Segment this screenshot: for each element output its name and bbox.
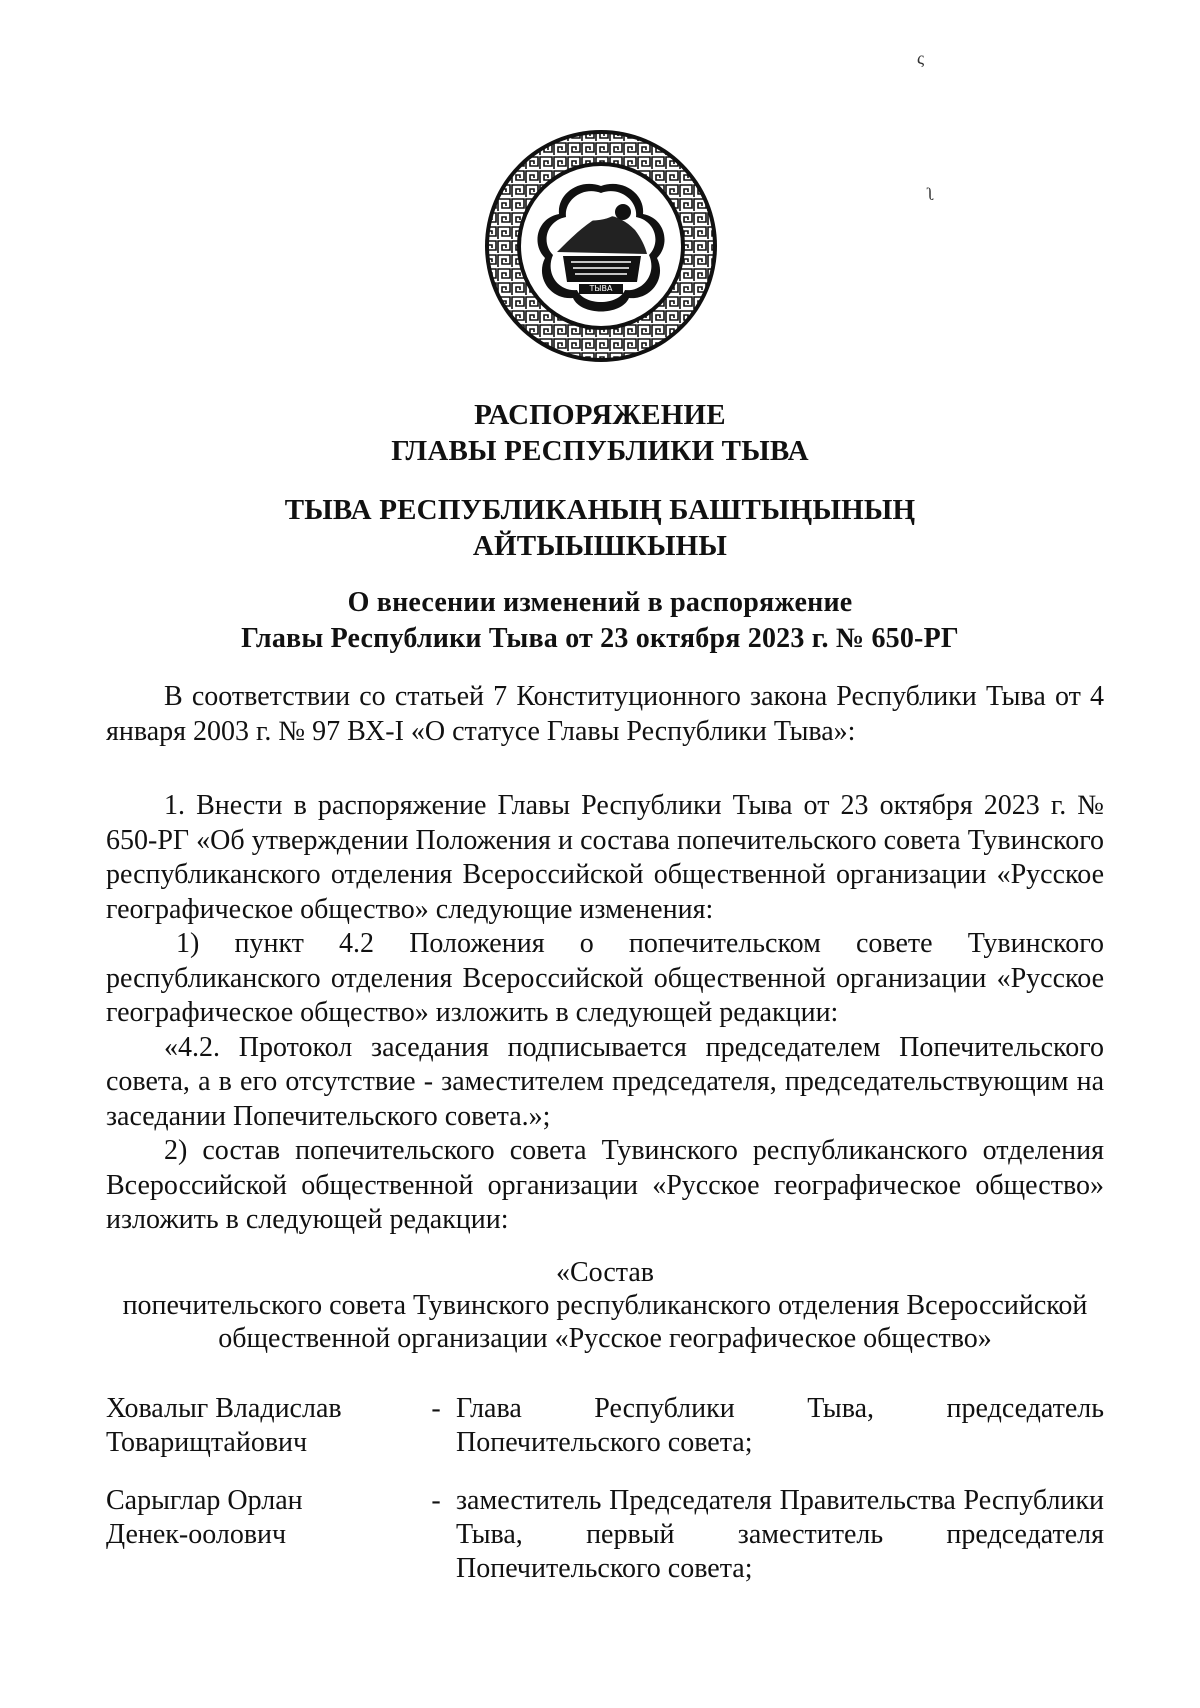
member-dash: - (431, 1485, 441, 1516)
item-1-1-quote: «4.2. Протокол заседания подписывается председателем Попечительского совета, а в его отсутствие - заместителем председателя, председательствующим на заседании Попечительского совета.»; (106, 1031, 1104, 1132)
title-line-2: ГЛАВЫ РЕСПУБЛИКИ ТЫВА (391, 435, 809, 467)
decree-items (106, 789, 1104, 1238)
item-1-1: 1) пункт 4.2 Положения о попечительском совете Тувинского республиканского отделения Всероссийской общественной организации «Русское географическое общество» изложить в следующей редакции: (106, 928, 1104, 1028)
composition-heading (106, 1256, 1104, 1355)
member-name-line-2: Товарищтайович (106, 1427, 308, 1458)
scan-artifact: ς (917, 48, 925, 68)
member-role: заместитель Председателя Правительства Республики Тыва, первый заместитель председателя Попечительского совета; (456, 1485, 1104, 1584)
member-name-line-2: Денек-оолович (106, 1519, 287, 1550)
member-name (106, 1392, 416, 1460)
document-type-heading (100, 397, 1100, 469)
item-1: 1. Внести в распоряжение Главы Республики Тыва от 23 октября 2023 г. № 650-РГ «Об утверждении Положения и состава попечительского совета Тувинского республиканского отделения Всероссийской общественной организации «Русское географическое общество» следующие изменения: (106, 790, 1104, 925)
composition-line-3: общественной организации «Русское географическое общество» (218, 1323, 992, 1354)
subject-line-2: Главы Республики Тыва от 23 октября 2023 г. № 650-РГ (241, 623, 959, 654)
tuva-coat-of-arms-icon (483, 128, 719, 364)
subject-line-1: О внесении изменений в распоряжение (347, 587, 853, 618)
member-name-line-1: Ховалыг Владислав (106, 1393, 342, 1424)
member-list (106, 1392, 1104, 1610)
member-role: Глава Республики Тыва, председатель Попечительского совета; (456, 1393, 1104, 1458)
member-row (106, 1484, 1104, 1586)
title-line-1: РАСПОРЯЖЕНИЕ (474, 399, 726, 431)
member-name-line-1: Сарыглар Орлан (106, 1485, 303, 1516)
tuvan-line-1: ТЫВА РЕСПУБЛИКАНЫҢ БАШТЫҢЫНЫҢ (284, 494, 916, 526)
scan-artifact: ʅ (927, 184, 935, 204)
member-name (106, 1484, 416, 1586)
composition-line-2: попечительского совета Тувинского республиканского отделения Всероссийской (122, 1290, 1088, 1321)
document-subject (100, 585, 1100, 657)
item-1-2: 2) состав попечительского совета Тувинского республиканского отделения Всероссийской общественной организации «Русское географическое общество» изложить в следующей редакции: (106, 1135, 1104, 1235)
preamble-text: В соответствии со статьей 7 Конституционного закона Республики Тыва от 4 января 2003 г. № 97 ВХ-I «О статусе Главы Республики Тыва»: (106, 681, 1104, 747)
preamble (106, 680, 1104, 749)
member-row (106, 1392, 1104, 1460)
tuvan-line-2: АЙТЫЫШКЫНЫ (472, 530, 728, 562)
composition-line-1: «Состав (555, 1257, 655, 1288)
member-dash: - (431, 1393, 441, 1424)
tuvan-heading (100, 492, 1100, 564)
emblem-banner: ТЫВА (589, 284, 613, 293)
